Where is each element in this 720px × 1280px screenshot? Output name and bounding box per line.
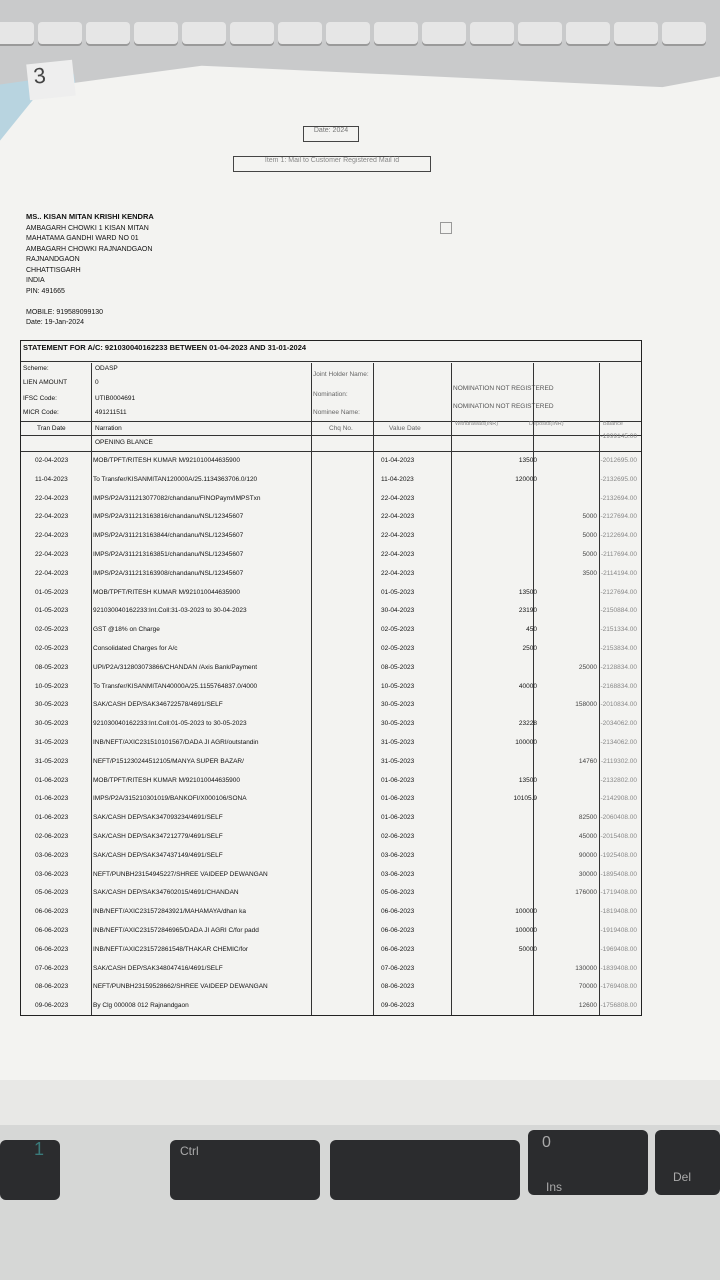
tran-date: 06-06-2023: [35, 945, 69, 953]
balance: -2060408.00: [600, 814, 637, 822]
keyboard-lower: [0, 1125, 720, 1280]
tran-date: 01-05-2023: [35, 607, 69, 615]
deposit: 12600: [578, 1002, 597, 1010]
value-date: 02-06-2023: [381, 833, 415, 840]
value-date: 22-04-2023: [381, 551, 415, 558]
withdrawal: 100000: [515, 908, 537, 916]
narration: NEFT/P151230244512105/MANYA SUPER BAZAR/: [93, 757, 244, 765]
table-row: [21, 622, 641, 640]
deposit: 30000: [578, 870, 597, 878]
table-row: [21, 735, 641, 753]
scheme-label: Scheme:: [23, 365, 49, 372]
withdrawal: 40000: [518, 682, 537, 690]
ifsc-value: UTIB0004691: [95, 395, 136, 402]
tran-date: 02-05-2023: [35, 626, 69, 634]
table-row: [21, 979, 641, 997]
nomination-label: Nomination:: [313, 391, 348, 398]
table-row: [21, 472, 641, 490]
col-withdrawals: Withdrawals(INR): [455, 421, 499, 427]
narration: INB/NEFT/AXIC231572861548/THAKAR CHEMIC/for: [93, 945, 248, 953]
scheme-value: ODASP: [95, 365, 118, 372]
tran-date: 22-04-2023: [35, 513, 69, 521]
narration: 921030040162233:Int.Coll:31-03-2023 to 30-04-2023: [93, 607, 247, 615]
withdrawal: 50000: [518, 945, 537, 953]
lien-label: LIEN AMOUNT: [23, 379, 68, 386]
balance: -2127694.00: [600, 588, 637, 596]
value-date: 08-05-2023: [381, 663, 415, 671]
table-row: [21, 791, 641, 809]
deposit: 5000: [582, 551, 597, 558]
table-row: [21, 829, 641, 847]
balance: -2150884.00: [600, 607, 637, 615]
deposit: 70000: [578, 983, 597, 991]
table-row: [21, 942, 641, 960]
del-key: [655, 1130, 720, 1195]
narration: UPI/P2A/312803073866/CHANDAN /Axis Bank/Payment: [93, 663, 258, 671]
tran-date: 31-05-2023: [35, 739, 69, 746]
tran-date: 03-06-2023: [35, 851, 69, 859]
deposit: 130000: [575, 964, 597, 972]
balance: -2119302.00: [600, 757, 637, 765]
deposit: 176000: [575, 889, 597, 897]
value-date: 22-04-2023: [381, 494, 415, 502]
balance: -2168834.00: [600, 682, 637, 690]
narration: INB/NEFT/AXIC231572846965/DADA JI AGRI C/for padd: [93, 927, 259, 934]
value-date: 08-06-2023: [381, 983, 415, 991]
balance: -2134062.00: [600, 739, 637, 746]
balance: -2151334.00: [600, 626, 637, 634]
narration: IMPS/P2A/311213163816/chandanu/NSL/12345607: [93, 513, 244, 521]
value-date: 30-05-2023: [381, 701, 415, 709]
balance: -2010834.00: [600, 701, 637, 709]
address-line: MAHATAMA GANDHI WARD NO 01: [26, 235, 139, 242]
tran-date: 30-05-2023: [35, 701, 69, 709]
opening-balance-label: OPENING BLANCE: [95, 439, 153, 446]
narration: SAK/CASH DEP/SAK348047416/4691/SELF: [93, 964, 223, 972]
page-tab: 3: [26, 60, 76, 101]
balance: -1895408.00: [600, 870, 637, 878]
col-balance: Balance: [603, 421, 623, 427]
narration: To Transfer/KISANMITAN120000A/25.1134363706.0/120: [93, 475, 258, 483]
withdrawal: 100000: [515, 927, 537, 934]
table-row: [21, 904, 641, 922]
statement-title: STATEMENT FOR A/C: 921030040162233 BETWEEN 01-04-2023 AND 31-01-2024: [23, 343, 307, 352]
deposit: 3500: [582, 569, 597, 577]
underlying-page: [0, 1080, 720, 1125]
tran-date: 30-05-2023: [35, 720, 69, 728]
value-date: 03-06-2023: [381, 870, 415, 878]
header-box-2: Item 1: Mail to Customer Registered Mail id: [233, 156, 431, 172]
balance: -1756808.00: [600, 1002, 637, 1010]
withdrawal: 13500: [518, 776, 537, 784]
withdrawal: 13500: [518, 588, 537, 596]
deposit: 45000: [578, 833, 597, 840]
table-row: [21, 923, 641, 941]
withdrawal: 100000: [515, 739, 537, 746]
balance: -1839408.00: [600, 964, 637, 972]
balance: -2114194.00: [600, 569, 637, 577]
deposit: 14760: [578, 757, 597, 765]
table-row: [21, 547, 641, 565]
narration: GST @18% on Charge: [93, 626, 160, 634]
col-narration: Narration: [95, 425, 122, 432]
value-date: 02-05-2023: [381, 645, 415, 652]
balance: -2132695.00: [600, 475, 637, 483]
deposit: 25000: [578, 663, 597, 671]
del-label: Del: [673, 1170, 692, 1184]
tran-date: 08-05-2023: [35, 663, 69, 671]
table-row: [21, 697, 641, 715]
deposit: 158000: [575, 701, 597, 709]
address-line: AMBAGARH CHOWKI 1 KISAN MITAN: [26, 224, 149, 232]
balance: -1969408.00: [600, 945, 637, 953]
ins-key: [528, 1130, 648, 1195]
table-row: [21, 754, 641, 772]
balance: -1925408.00: [600, 851, 637, 859]
value-date: 02-05-2023: [381, 626, 415, 634]
value-date: 06-06-2023: [381, 908, 415, 916]
ctrl-key: [170, 1140, 320, 1200]
table-row: [21, 660, 641, 678]
tran-date: 22-04-2023: [35, 569, 69, 577]
withdrawal: 13500: [518, 457, 537, 464]
key: [330, 1140, 520, 1200]
balance: -2132694.00: [600, 494, 637, 502]
narration: MOB/TPFT/RITESH KUMAR M/921010044635900: [93, 776, 241, 784]
narration: INB/NEFT/AXIC231510101567/DADA JI AGRI/outstandin: [93, 739, 259, 746]
table-row: [21, 641, 641, 659]
table-row: [21, 961, 641, 979]
pin: PIN: 491665: [26, 287, 65, 295]
balance: -1769408.00: [600, 983, 637, 991]
value-date: 31-05-2023: [381, 739, 415, 746]
value-date: 06-06-2023: [381, 945, 415, 953]
withdrawal: 10105.9: [513, 795, 537, 803]
nominee-label: Nominee Name:: [313, 409, 360, 416]
withdrawal: 23190: [518, 607, 537, 615]
customer-name: MS.. KISAN MITAN KRISHI KENDRA: [26, 212, 154, 221]
tran-date: 02-04-2023: [35, 457, 69, 464]
narration: IMPS/P2A/311213163851/chandanu/NSL/12345607: [93, 551, 244, 558]
customer-address-block: [26, 212, 154, 329]
value-date: 09-06-2023: [381, 1002, 415, 1010]
narration: IMPS/P2A/311213077082/chandanu/FINOPaym/IMPSTxn: [93, 494, 261, 502]
narration: IMPS/P2A/311213163844/chandanu/NSL/12345607: [93, 532, 244, 540]
nominee-status: NOMINATION NOT REGISTERED: [453, 403, 554, 410]
value-date: 10-05-2023: [381, 682, 415, 690]
header-box-1: Date: 2024: [303, 126, 359, 142]
tran-date: 06-06-2023: [35, 927, 69, 934]
balance: -2132802.00: [600, 776, 637, 784]
table-row: [21, 810, 641, 828]
balance: -2153834.00: [600, 645, 637, 652]
table-row: [21, 716, 641, 734]
lien-value: 0: [95, 379, 99, 386]
value-date: 22-04-2023: [381, 569, 415, 577]
value-date: 07-06-2023: [381, 964, 415, 972]
tran-date: 02-05-2023: [35, 645, 69, 652]
table-row: [21, 603, 641, 621]
table-row: [21, 453, 641, 471]
narration: To Transfer/KISANMITAN40000A/25.1155764837.0/4000: [93, 682, 258, 690]
mobile: MOBILE: 919589099130: [26, 308, 104, 316]
table-row: [21, 528, 641, 546]
table-row: [21, 585, 641, 603]
micr-label: MICR Code:: [23, 409, 59, 416]
tran-date: 31-05-2023: [35, 757, 69, 765]
narration: IMPS/P2A/311213163908/chandanu/NSL/12345607: [93, 569, 244, 577]
value-date: 01-06-2023: [381, 814, 415, 822]
narration: Consolidated Charges for A/c: [93, 645, 178, 652]
narration: NEFT/PUNBH23159528662/SHREE VAIDEEP DEWANGAN: [93, 983, 268, 991]
narration: MOB/TPFT/RITESH KUMAR M/921010044635900: [93, 588, 241, 596]
tran-date: 09-06-2023: [35, 1002, 69, 1010]
address-line: AMBAGARH CHOWKI RAJNANDGAON: [26, 245, 153, 253]
value-date: 30-05-2023: [381, 720, 415, 728]
narration: IMPS/P2A/315210301019/BANKOFI/X000106/SONA: [93, 795, 247, 803]
narration: NEFT/PUNBH23154945227/SHREE VAIDEEP DEWANGAN: [93, 870, 268, 878]
narration: MOB/TPFT/RITESH KUMAR M/921010044635900: [93, 457, 241, 464]
table-row: [21, 885, 641, 903]
tran-date: 01-06-2023: [35, 814, 69, 822]
tran-date: 22-04-2023: [35, 532, 69, 540]
value-date: 30-04-2023: [381, 607, 415, 615]
table-row: [21, 679, 641, 697]
narration: 921030040162233:Int.Coll:01-05-2023 to 30-05-2023: [93, 720, 247, 728]
ctrl-label: Ctrl: [180, 1144, 199, 1158]
balance: -2127694.00: [600, 513, 637, 521]
key: [0, 1140, 60, 1200]
value-date: 01-06-2023: [381, 776, 415, 784]
table-row: [21, 848, 641, 866]
value-date: 01-06-2023: [381, 795, 415, 803]
table-row: [21, 566, 641, 584]
table-row: [21, 509, 641, 527]
tran-date: 01-05-2023: [35, 588, 69, 596]
deposit: 82500: [578, 814, 597, 822]
value-date: 01-05-2023: [381, 588, 415, 596]
narration: SAK/CASH DEP/SAK346722578/4691/SELF: [93, 701, 223, 709]
deposit: 90000: [578, 851, 597, 859]
balance: -2117694.00: [600, 551, 637, 558]
address-line: INDIA: [26, 277, 45, 284]
address-line: RAJNANDGAON: [26, 256, 80, 263]
narration: By Clg 000008 012 Rajnandgaon: [93, 1002, 189, 1010]
col-deposits: Deposits(INR): [529, 421, 564, 427]
zero-label: 0: [542, 1134, 551, 1151]
table-row: [21, 998, 641, 1016]
tran-date: 08-06-2023: [35, 983, 69, 991]
table-row: [21, 491, 641, 509]
value-date: 03-06-2023: [381, 851, 415, 859]
col-chq-no: Chq No.: [329, 425, 353, 432]
tran-date: 22-04-2023: [35, 494, 69, 502]
tran-date: 06-06-2023: [35, 908, 69, 916]
withdrawal: 450: [526, 626, 537, 634]
tran-date: 05-06-2023: [35, 889, 69, 897]
deposit: 5000: [582, 513, 597, 521]
narration: SAK/CASH DEP/SAK347602015/4691/CHANDAN: [93, 889, 239, 897]
function-key-row: [0, 22, 706, 44]
balance: -2034062.00: [600, 720, 637, 728]
tran-date: 01-06-2023: [35, 776, 69, 784]
tran-date: 22-04-2023: [35, 551, 69, 558]
ifsc-label: IFSC Code:: [23, 395, 57, 402]
balance: -2122694.00: [600, 532, 637, 540]
value-date: 22-04-2023: [381, 513, 415, 521]
col-value-date: Value Date: [389, 425, 421, 432]
tran-date: 10-05-2023: [35, 682, 69, 690]
table-row: [21, 867, 641, 885]
statement-table: [20, 340, 642, 1016]
narration: SAK/CASH DEP/SAK347212779/4691/SELF: [93, 833, 223, 840]
value-date: 11-04-2023: [381, 475, 414, 483]
tran-date: 03-06-2023: [35, 870, 69, 878]
micr-value: 491211511: [95, 409, 127, 416]
narration: SAK/CASH DEP/SAK347093234/4691/SELF: [93, 814, 223, 822]
withdrawal: 120000: [515, 475, 537, 483]
balance: -2142908.00: [600, 795, 637, 803]
value-date: 01-04-2023: [381, 457, 415, 464]
narration: SAK/CASH DEP/SAK347437149/4691/SELF: [93, 851, 223, 859]
table-row: [21, 773, 641, 791]
opening-balance-value: -1999145.00: [600, 433, 637, 440]
tran-date: 02-06-2023: [35, 833, 69, 840]
joint-holder-label: Joint Holder Name:: [313, 371, 369, 378]
withdrawal: 23228: [518, 720, 537, 728]
col-tran-date: Tran Date: [37, 425, 66, 432]
tran-date: 07-06-2023: [35, 964, 69, 972]
balance: -1819408.00: [600, 908, 637, 916]
tran-date: 01-06-2023: [35, 795, 69, 803]
balance: -2128834.00: [600, 663, 637, 671]
value-date: 05-06-2023: [381, 889, 415, 897]
balance: -2015408.00: [600, 833, 637, 840]
date: Date: 19-Jan-2024: [26, 319, 84, 326]
address-line: CHHATTISGARH: [26, 266, 81, 274]
withdrawal: 2500: [522, 645, 537, 652]
value-date: 22-04-2023: [381, 532, 415, 540]
value-date: 31-05-2023: [381, 757, 415, 765]
narration: INB/NEFT/AXIC231572843921/MAHAMAYA/dhan ka: [93, 908, 246, 916]
handwritten-mark: 1: [34, 1139, 45, 1159]
tran-date: 11-04-2023: [35, 475, 68, 483]
balance: -2012695.00: [600, 457, 637, 464]
balance: -1919408.00: [600, 927, 637, 934]
broken-image-icon: [440, 222, 452, 234]
ins-label: Ins: [546, 1180, 563, 1194]
value-date: 06-06-2023: [381, 927, 415, 934]
deposit: 5000: [582, 532, 597, 540]
balance: -1719408.00: [600, 889, 637, 897]
nomination-status: NOMINATION NOT REGISTERED: [453, 385, 554, 392]
